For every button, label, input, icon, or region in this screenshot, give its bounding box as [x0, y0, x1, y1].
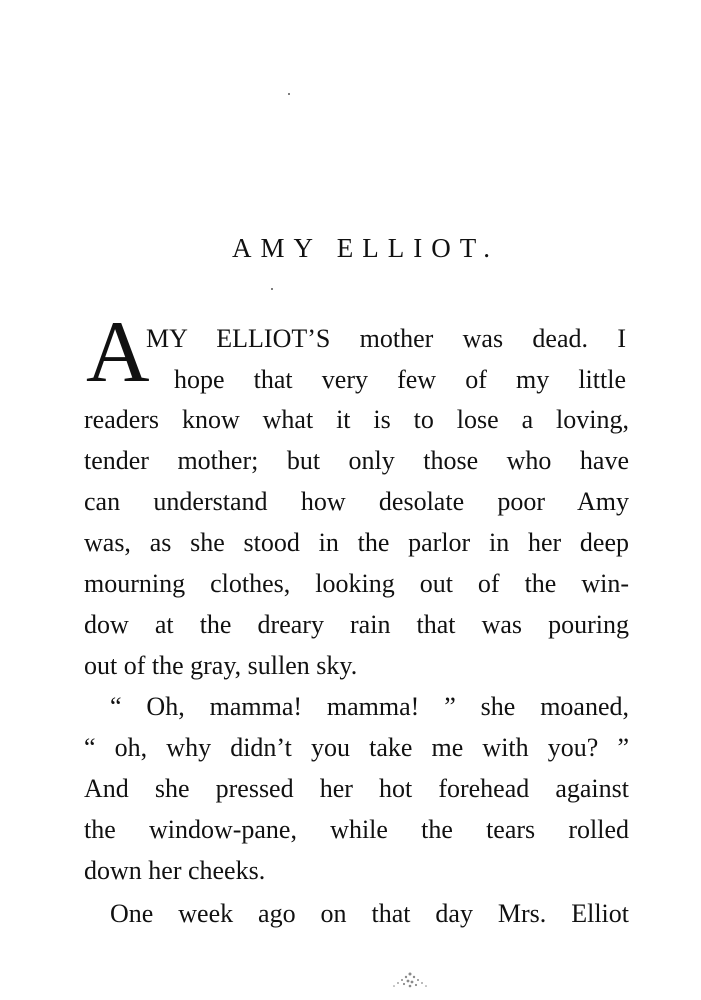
- drop-cap: A: [86, 304, 150, 401]
- text-line: “ Oh, mamma! mamma! ” she moaned,: [110, 692, 629, 721]
- text-line: can understand how desolate poor Amy: [84, 487, 629, 516]
- text-line: out of the gray, sullen sky.: [84, 651, 358, 680]
- text-line: One week ago on that day Mrs. Elliot: [110, 899, 629, 928]
- text-line: was, as she stood in the parlor in her deep: [84, 528, 629, 557]
- text-line: hope that very few of my little: [174, 365, 626, 394]
- page-speck: [288, 93, 290, 95]
- text-line: And she pressed her hot forehead against: [84, 774, 629, 803]
- text-line: readers know what it is to lose a loving,: [84, 405, 629, 434]
- text-line: mourning clothes, looking out of the win-: [84, 569, 629, 598]
- text-line: dow at the dreary rain that was pouring: [84, 610, 629, 639]
- text-line: MY ELLIOT’S mother was dead. I: [146, 324, 626, 353]
- page-speck: [271, 288, 273, 290]
- chapter-title: AMY ELLIOT.: [232, 233, 499, 263]
- text-line: “ oh, why didn’t you take me with you? ”: [84, 733, 629, 762]
- printer-ornament-icon: [388, 968, 432, 990]
- text-line: tender mother; but only those who have: [84, 446, 629, 475]
- text-line: the window-pane, while the tears rolled: [84, 815, 629, 844]
- text-line: down her cheeks.: [84, 856, 266, 885]
